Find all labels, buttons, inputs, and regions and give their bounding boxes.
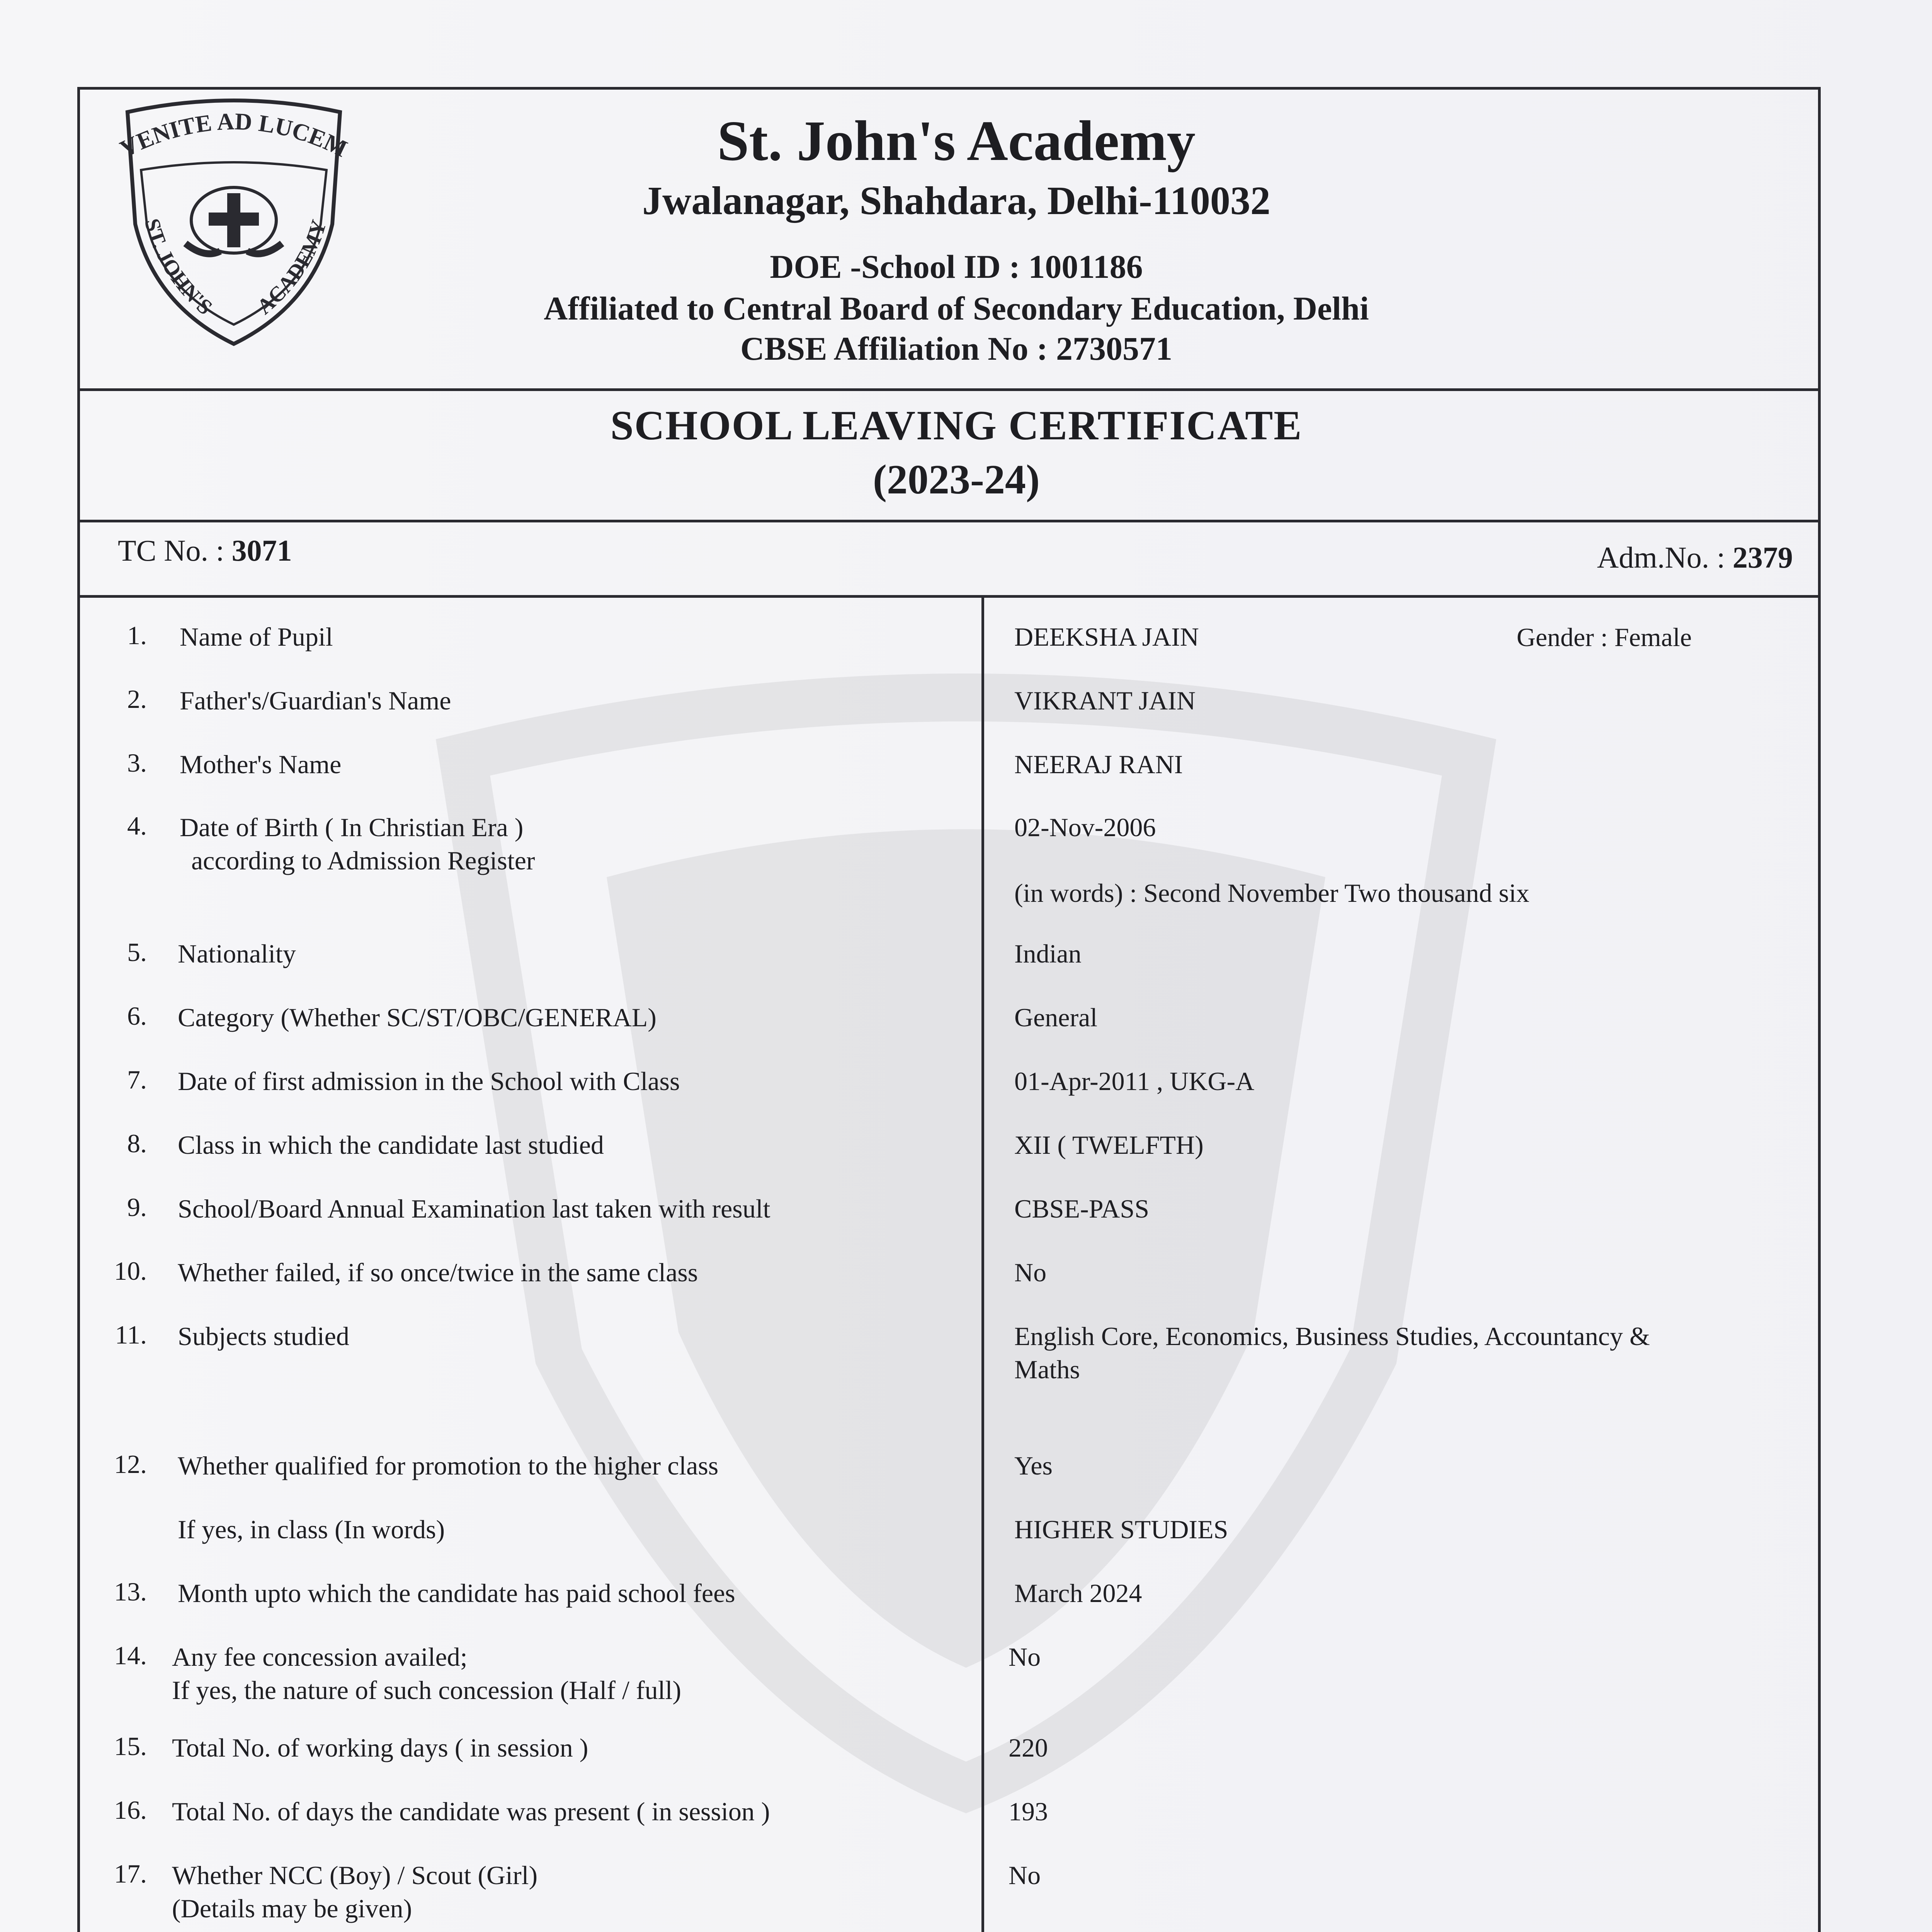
row-number: 15. <box>114 1731 147 1761</box>
row-number: 3. <box>127 748 147 777</box>
row-value: 01-Apr-2011 , UKG-A <box>1014 1066 1255 1096</box>
affiliation: Affiliated to Central Board of Secondary Education, Delhi <box>544 290 1369 327</box>
row-label: Class in which the candidate last studied <box>178 1130 604 1160</box>
row-label: Total No. of days the candidate was present ( in session ) <box>172 1797 770 1826</box>
school-id: DOE -School ID : 1001186 <box>770 248 1143 285</box>
row-value: HIGHER STUDIES <box>1014 1515 1228 1544</box>
row-value: No <box>1014 1258 1047 1287</box>
row-number: 17. <box>114 1859 147 1888</box>
row-value: 220 <box>1009 1733 1048 1762</box>
row-value: General <box>1014 1003 1098 1032</box>
row-label: Date of first admission in the School with Class <box>178 1066 680 1096</box>
row-number: 10. <box>114 1256 147 1286</box>
row-label: Category (Whether SC/ST/OBC/GENERAL) <box>178 1003 656 1032</box>
row-label: Whether NCC (Boy) / Scout (Girl) <box>172 1861 538 1890</box>
svg-text:ACADEMY: ACADEMY <box>252 217 332 319</box>
row-number: 14. <box>114 1641 147 1670</box>
school-name: St. John's Academy <box>717 109 1196 173</box>
row-label: Whether qualified for promotion to the higher class <box>178 1451 719 1480</box>
cbse-affiliation-no: CBSE Affiliation No : 2730571 <box>740 330 1173 367</box>
row-number: 13. <box>114 1577 147 1606</box>
tc-number: TC No. : 3071 <box>118 534 292 567</box>
row-label: Nationality <box>178 939 296 968</box>
row-label: Subjects studied <box>178 1321 349 1351</box>
row-number: 4. <box>127 811 147 840</box>
row-number: 7. <box>127 1065 147 1094</box>
row-value: English Core, Economics, Business Studies, Accountancy & <box>1014 1321 1650 1351</box>
school-crest-logo <box>104 97 363 348</box>
row-value: NEERAJ RANI <box>1014 750 1183 779</box>
certificate-session: (2023-24) <box>873 457 1040 503</box>
row-value: VIKRANT JAIN <box>1014 686 1196 715</box>
row-number: 12. <box>114 1449 147 1479</box>
row-label: Whether failed, if so once/twice in the same class <box>178 1258 698 1287</box>
row-label-cont: If yes, the nature of such concession (Half / full) <box>172 1675 681 1705</box>
row-number: 8. <box>127 1129 147 1158</box>
row-label: Date of Birth ( In Christian Era ) <box>180 813 524 842</box>
divider <box>77 388 1821 391</box>
row-label: Father's/Guardian's Name <box>180 686 451 715</box>
row-number: 2. <box>127 684 147 714</box>
row-value: DEEKSHA JAIN <box>1014 622 1199 651</box>
row-label: Name of Pupil <box>180 622 333 651</box>
row-value: Indian <box>1014 939 1082 968</box>
gender: Gender : Female <box>1517 622 1692 652</box>
row-label: If yes, in class (In words) <box>178 1515 445 1544</box>
certificate-title: SCHOOL LEAVING CERTIFICATE <box>610 403 1303 449</box>
row-label-cont: (Details may be given) <box>172 1894 412 1923</box>
row-value: Yes <box>1014 1451 1053 1480</box>
row-label: Mother's Name <box>180 750 342 779</box>
row-number: 11. <box>115 1320 147 1349</box>
row-number: 1. <box>127 621 147 650</box>
row-number: 16. <box>114 1795 147 1825</box>
row-value: No <box>1009 1861 1041 1890</box>
row-label: School/Board Annual Examination last taken with result <box>178 1194 770 1223</box>
column-divider <box>981 595 984 1932</box>
svg-text:ST. JOHN'S: ST. JOHN'S <box>139 216 217 320</box>
row-value: No <box>1009 1642 1041 1672</box>
row-number: 6. <box>127 1001 147 1031</box>
row-value: CBSE-PASS <box>1014 1194 1150 1223</box>
divider <box>77 520 1821 522</box>
row-label: Total No. of working days ( in session ) <box>172 1733 588 1762</box>
row-number: 9. <box>127 1192 147 1222</box>
row-label: Any fee concession availed; <box>172 1642 468 1672</box>
logo-motto: VENITE AD LUCEM <box>116 108 351 163</box>
row-value: 02-Nov-2006 <box>1014 813 1156 842</box>
row-value-cont: Maths <box>1014 1355 1080 1384</box>
row-value: March 2024 <box>1014 1578 1142 1608</box>
row-value: XII ( TWELFTH) <box>1014 1130 1204 1160</box>
row-value: 193 <box>1009 1797 1048 1826</box>
school-address: Jwalanagar, Shahdara, Delhi-110032 <box>642 179 1270 223</box>
row-number: 5. <box>127 937 147 967</box>
admission-number: Adm.No. : 2379 <box>1597 541 1793 574</box>
row-label: Month upto which the candidate has paid school fees <box>178 1578 735 1608</box>
row-label-cont: according to Admission Register <box>191 846 535 875</box>
row-value-cont: (in words) : Second November Two thousand six <box>1014 878 1530 908</box>
divider <box>77 595 1821 598</box>
